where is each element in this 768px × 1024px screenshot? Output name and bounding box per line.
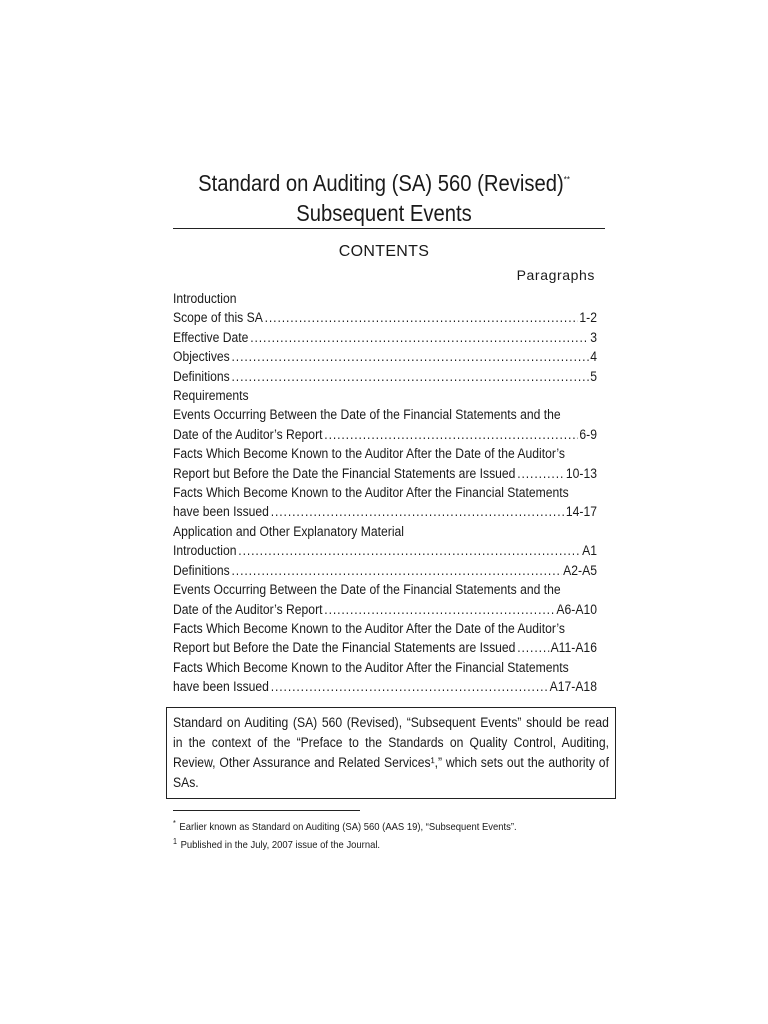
toc-entry-label: Introduction: [173, 543, 237, 559]
toc-entry: [173, 464, 597, 483]
toc-entry-paragraphs: 4: [590, 349, 597, 365]
dot-leader: [517, 464, 564, 483]
toc-entry-label: Effective Date: [173, 329, 249, 345]
table-of-contents: [173, 289, 597, 697]
dot-leader: [324, 425, 577, 444]
toc-entry: [173, 638, 597, 657]
toc-entry: [173, 367, 597, 386]
dot-leader: [271, 502, 564, 521]
toc-entry-label: Date of the Auditor’s Report: [173, 426, 323, 442]
toc-entry-label: Date of the Auditor’s Report: [173, 601, 323, 617]
authority-notice-text: Standard on Auditing (SA) 560 (Revised), “Subsequent Events” should be read in the context of the “Preface to the Standards on Quality Control, Auditing, Review, Other Assurance and Related Services¹,” which sets out the authority of SAs.: [173, 715, 609, 790]
toc-entry-paragraphs: A11-A16: [550, 640, 597, 656]
footnote-mark: 1: [173, 836, 178, 846]
toc-entry-text-line: [173, 580, 597, 599]
toc-entry-paragraphs: 6-9: [579, 426, 597, 442]
toc-entry-text-line: [173, 444, 597, 463]
toc-entry-label: Report but Before the Date the Financial Statements are Issued: [173, 465, 516, 481]
toc-entry: [173, 677, 597, 696]
toc-entry-text-line: [173, 619, 597, 638]
toc-section-heading: [173, 522, 597, 541]
toc-entry-label: Scope of this SA: [173, 310, 263, 326]
footnote-text: Published in the July, 2007 issue of the Journal.: [180, 839, 381, 851]
contents-heading: CONTENTS: [338, 243, 430, 260]
toc-entry: [173, 308, 597, 327]
toc-entry-text: Facts Which Become Known to the Auditor After the Financial Statements: [173, 485, 569, 501]
title-line2: Subsequent Events: [296, 200, 472, 226]
dot-leader: [271, 677, 548, 696]
paragraphs-column-label: Paragraphs: [516, 267, 595, 283]
toc-entry: [173, 425, 597, 444]
dot-leader: [232, 367, 589, 386]
toc-entry-text-line: [173, 405, 597, 424]
toc-entry-label: Objectives: [173, 349, 230, 365]
toc-entry-text: Facts Which Become Known to the Auditor After the Financial Statements: [173, 659, 569, 675]
toc-entry-label: Definitions: [173, 368, 230, 384]
footnote: [173, 836, 560, 854]
footnote-text: Earlier known as Standard on Auditing (SA) 560 (AAS 19), “Subsequent Events”.: [179, 821, 517, 833]
toc-entry-paragraphs: A1: [582, 543, 597, 559]
title-line1: Standard on Auditing (SA) 560 (Revised): [198, 170, 564, 196]
toc-entry-text: Facts Which Become Known to the Auditor After the Date of the Auditor’s: [173, 446, 565, 462]
toc-entry-text-line: [173, 483, 597, 502]
dot-leader: [517, 638, 549, 657]
toc-entry: [173, 561, 597, 580]
toc-entry-label: Definitions: [173, 562, 230, 578]
toc-entry-paragraphs: A17-A18: [549, 679, 597, 695]
title-footnote-mark: **: [563, 174, 570, 185]
toc-section-heading-text: Introduction: [173, 291, 237, 306]
toc-section-heading: [173, 386, 597, 405]
toc-entry-paragraphs: A6-A10: [556, 601, 597, 617]
dot-leader: [265, 308, 578, 327]
document-title: [46, 168, 722, 228]
toc-section-heading-text: Requirements: [173, 388, 249, 404]
dot-leader: [250, 328, 588, 347]
toc-entry: [173, 541, 597, 560]
title-divider: [173, 228, 605, 229]
toc-entry-text-line: [173, 658, 597, 677]
toc-entry-label: Report but Before the Date the Financial Statements are Issued: [173, 640, 516, 656]
toc-entry-paragraphs: 14-17: [565, 504, 597, 520]
toc-entry: [173, 328, 597, 347]
footnote-mark: *: [173, 818, 176, 828]
toc-entry-label: have been Issued: [173, 504, 269, 520]
toc-section-heading-text: Application and Other Explanatory Material: [173, 523, 404, 539]
dot-leader: [232, 347, 589, 366]
toc-entry-text: Events Occurring Between the Date of the Financial Statements and the: [173, 582, 561, 598]
toc-entry-paragraphs: A2-A5: [563, 562, 597, 578]
authority-notice-box: [166, 707, 616, 799]
toc-entry-text: Events Occurring Between the Date of the Financial Statements and the: [173, 407, 561, 423]
footnote-divider: [173, 810, 360, 811]
toc-entry: [173, 347, 597, 366]
dot-leader: [238, 541, 580, 560]
toc-entry-text: Facts Which Become Known to the Auditor After the Date of the Auditor’s: [173, 620, 565, 636]
toc-section-heading: [173, 289, 597, 308]
toc-entry-label: have been Issued: [173, 679, 269, 695]
dot-leader: [232, 561, 562, 580]
dot-leader: [324, 600, 554, 619]
footnotes: [173, 818, 603, 854]
toc-entry: [173, 600, 597, 619]
toc-entry-paragraphs: 10-13: [565, 465, 597, 481]
toc-entry-paragraphs: 5: [590, 368, 597, 384]
toc-entry: [173, 502, 597, 521]
footnote: [173, 818, 560, 836]
toc-entry-paragraphs: 1-2: [579, 310, 597, 326]
toc-entry-paragraphs: 3: [590, 329, 597, 345]
